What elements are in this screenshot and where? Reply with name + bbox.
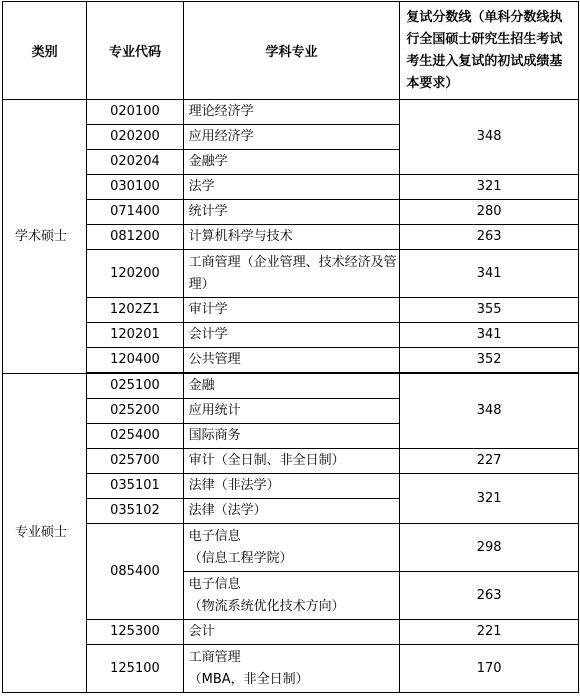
score-cell: 170: [400, 645, 579, 693]
major-line: （物流系统优化技术方向）: [188, 598, 345, 614]
table-row: [3, 323, 579, 348]
major-cell: 法学: [183, 175, 400, 200]
major-cell: 公共管理: [183, 348, 400, 373]
code-cell: 120200: [87, 250, 183, 298]
major-line: （MBA，非全日制）: [188, 671, 309, 687]
major-cell: 会计学: [183, 323, 400, 348]
table-row: [3, 225, 579, 250]
score-cell: 341: [400, 323, 579, 348]
score-cell: 221: [400, 620, 579, 645]
major-cell: 金融: [183, 374, 400, 399]
code-cell: 120201: [87, 323, 183, 348]
major-cell: 国际商务: [183, 424, 400, 449]
score-cell: 348: [400, 100, 579, 175]
category-cell: 学术硕士: [3, 100, 87, 374]
code-cell: 025400: [87, 424, 183, 449]
major-cell: [183, 645, 400, 693]
table-row: [3, 200, 579, 225]
major-cell: [183, 524, 400, 572]
major-cell: 审计学: [183, 298, 400, 323]
major-line: 电子信息: [188, 528, 241, 544]
major-cell: 统计学: [183, 200, 400, 225]
score-table: [2, 1, 579, 693]
score-cell: 348: [400, 374, 579, 449]
major-cell: 法律（非法学）: [183, 474, 400, 499]
major-line: 电子信息: [188, 576, 241, 592]
code-cell: 085400: [87, 524, 183, 620]
table-row: [3, 348, 579, 373]
major-cell: 应用统计: [183, 399, 400, 424]
major-cell: 应用经济学: [183, 125, 400, 150]
table-row: [3, 449, 579, 474]
score-cell: 227: [400, 449, 579, 474]
code-cell: 081200: [87, 225, 183, 250]
major-cell: 计算机科学与技术: [183, 225, 400, 250]
code-cell: 025200: [87, 399, 183, 424]
category-cell: 专业硕士: [3, 374, 87, 693]
major-cell: [183, 572, 400, 620]
table-row: [3, 474, 579, 499]
header-code: 专业代码: [87, 2, 183, 100]
code-cell: 071400: [87, 200, 183, 225]
code-cell: 125300: [87, 620, 183, 645]
major-cell: 金融学: [183, 150, 400, 175]
major-line: （信息工程学院）: [188, 550, 293, 566]
score-cell: 263: [400, 225, 579, 250]
header-score-note: 复试分数线（单科分数线执行全国硕士研究生招生考试考生进入复试的初试成绩基本要求）: [400, 2, 579, 100]
code-cell: 125100: [87, 645, 183, 693]
score-cell: 280: [400, 200, 579, 225]
score-cell: 321: [400, 474, 579, 524]
code-cell: 025100: [87, 374, 183, 399]
score-cell: 352: [400, 348, 579, 373]
table-row: [3, 298, 579, 323]
table-row: [3, 620, 579, 645]
code-cell: 035101: [87, 474, 183, 499]
table-row: [3, 524, 579, 572]
code-cell: 020204: [87, 150, 183, 175]
score-cell: 298: [400, 524, 579, 572]
score-cell: 263: [400, 572, 579, 620]
major-line: 工商管理: [188, 649, 241, 665]
major-cell: 理论经济学: [183, 100, 400, 125]
major-cell: 法律（法学）: [183, 499, 400, 524]
code-cell: 120400: [87, 348, 183, 373]
table-row: [3, 645, 579, 693]
code-cell: 020100: [87, 100, 183, 125]
score-cell: 321: [400, 175, 579, 200]
score-cell: 341: [400, 250, 579, 298]
code-cell: 1202Z1: [87, 298, 183, 323]
score-cell: 355: [400, 298, 579, 323]
table-row: [3, 100, 579, 125]
table-row: [3, 175, 579, 200]
header-major: 学科专业: [183, 2, 400, 100]
code-cell: 020200: [87, 125, 183, 150]
header-row: [3, 2, 579, 100]
major-cell: 会计: [183, 620, 400, 645]
code-cell: 035102: [87, 499, 183, 524]
header-category: 类别: [3, 2, 87, 100]
code-cell: 030100: [87, 175, 183, 200]
code-cell: 025700: [87, 449, 183, 474]
table-row: [3, 374, 579, 399]
major-cell: 审计（全日制、非全日制）: [183, 449, 400, 474]
major-cell: 工商管理（企业管理、技术经济及管理）: [183, 250, 400, 298]
table-row: [3, 250, 579, 298]
